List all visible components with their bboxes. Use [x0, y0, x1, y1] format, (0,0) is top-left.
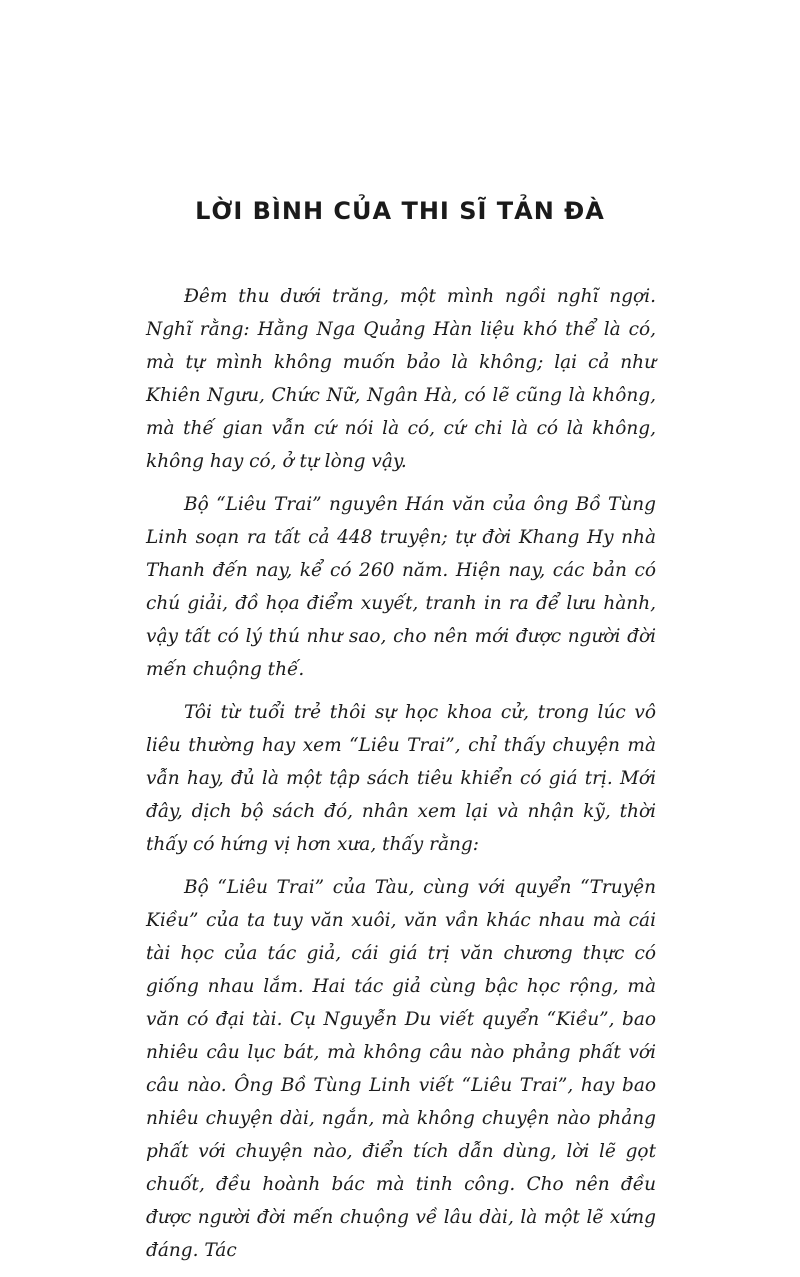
paragraph-3: Tôi từ tuổi trẻ thôi sự học khoa cử, trong lúc vô liêu thường hay xem “Liêu Trai”, chỉ thấy chuyện mà vẫn hay, đủ là một tập sách tiêu khiển có giá trị. Mới đây, dịch bộ sách đó, nhân xem lại và nhận kỹ, thời thấy có hứng vị hơn xưa, thấy rằng: — [146, 702, 656, 855]
chapter-title: LỜI BÌNH CỦA THI SĨ TẢN ĐÀ — [195, 197, 605, 225]
body-text — [146, 280, 656, 1277]
paragraph-2: Bộ “Liêu Trai” nguyên Hán văn của ông Bồ Tùng Linh soạn ra tất cả 448 truyện; tự đời Khang Hy nhà Thanh đến nay, kể có 260 năm. Hiện nay, các bản có chú giải, đồ họa điểm xuyết, tranh in ra để lưu hành, vậy tất có lý thú như sao, cho nên mới được người đời mến chuộng thế. — [146, 494, 656, 680]
paragraph-4: Bộ “Liêu Trai” của Tàu, cùng với quyển “Truyện Kiều” của ta tuy văn xuôi, văn vần khác nhau mà cái tài học của tác giả, cái giá trị văn chương thực có giống nhau lắm. Hai tác giả cùng bậc học rộng, mà văn có đại tài. Cụ Nguyễn Du viết quyển “Kiều”, bao nhiêu câu lục bát, mà không câu nào phảng phất với câu nào. Ông Bồ Tùng Linh viết “Liêu Trai”, hay bao nhiêu chuyện dài, ngắn, mà không chuyện nào phảng phất với chuyện nào, điển tích dẫn dùng, lời lẽ gọt chuốt, đều hoành bác mà tinh công. Cho nên đều được người đời mến chuộng về lâu dài, là một lẽ xứng đáng. Tác — [146, 877, 656, 1261]
paragraph-1: Đêm thu dưới trăng, một mình ngồi nghĩ ngợi. Nghĩ rằng: Hằng Nga Quảng Hàn liệu khó thể là có, mà tự mình không muốn bảo là không; lại cả như Khiên Ngưu, Chức Nữ, Ngân Hà, có lẽ cũng là không, mà thế gian vẫn cứ nói là có, cứ chi là có là không, không hay có, ở tự lòng vậy. — [146, 286, 656, 472]
